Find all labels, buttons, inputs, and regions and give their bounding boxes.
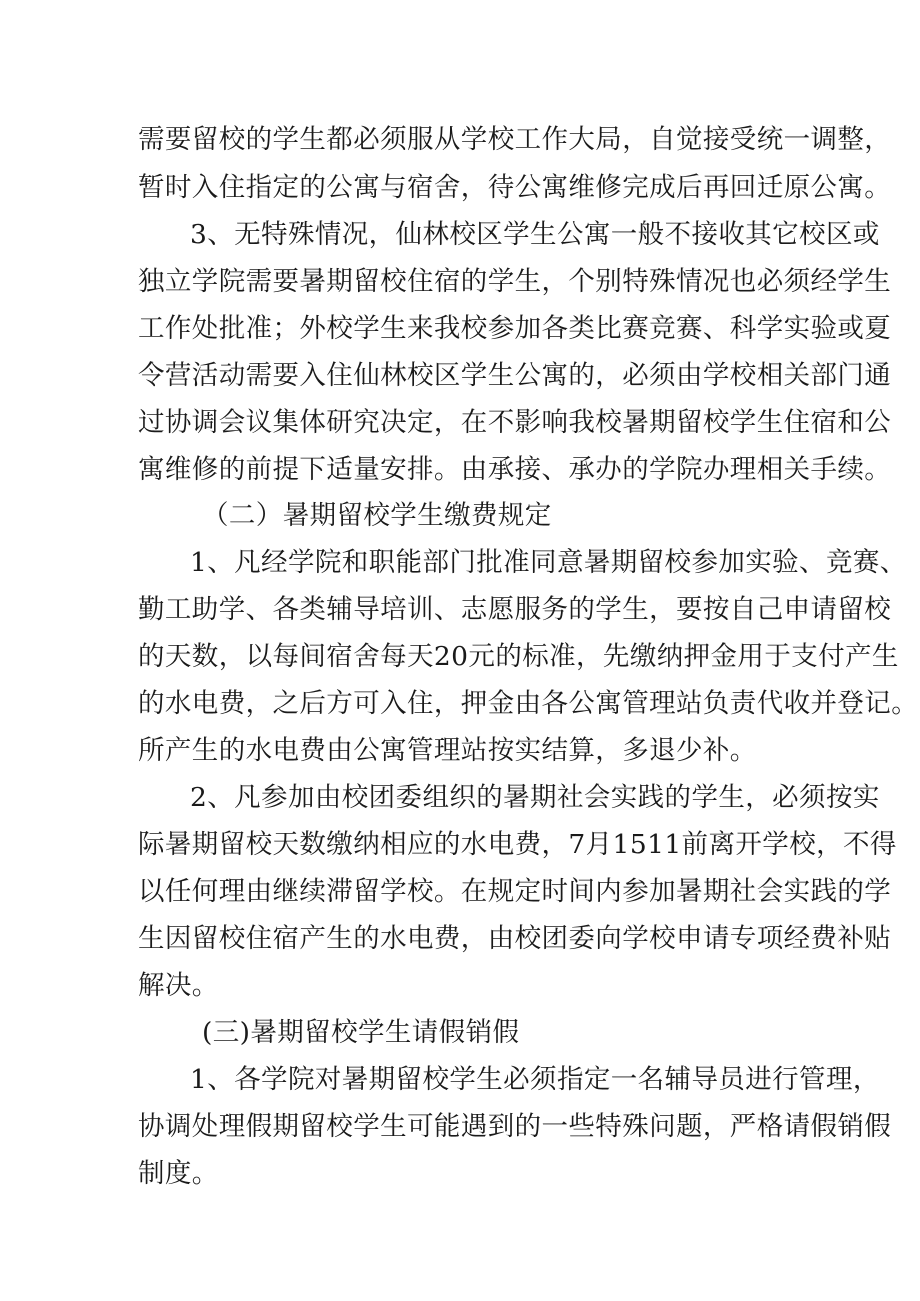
text-line: 生因留校住宿产生的水电费，由校团委向学校申请专项经费补贴 — [138, 923, 892, 954]
text-line: 以任何理由继续滞留学校。在规定时间内参加暑期社会实践的学 — [138, 876, 892, 907]
text-line: 过协调会议集体研究决定，在不影响我校暑期留校学生住宿和公 — [138, 407, 892, 438]
text-line: 暂时入住指定的公寓与宿舍，待公寓维修完成后再回迁原公寓。 — [138, 172, 892, 203]
text-line: 制度。 — [138, 1158, 219, 1189]
text-line: 2、凡参加由校团委组织的暑期社会实践的学生，必须按实 — [190, 782, 880, 813]
section-heading: (三)暑期留校学生请假销假 — [202, 1017, 520, 1048]
section-heading: （二）暑期留校学生缴费规定 — [202, 500, 552, 531]
text-line: 3、无特殊情况，仙林校区学生公寓一般不接收其它校区或 — [190, 219, 880, 250]
text-line: 解决。 — [138, 970, 219, 1001]
text-line: 需要留校的学生都必须服从学校工作大局，自觉接受统一调整， — [138, 124, 892, 155]
text-line: 1、凡经学院和职能部门批准同意暑期留校参加实验、竞赛、 — [190, 547, 907, 578]
text-line: 工作处批准；外校学生来我校参加各类比赛竞赛、科学实验或夏 — [138, 313, 892, 344]
text-line: 1、各学院对暑期留校学生必须指定一名辅导员进行管理， — [190, 1064, 880, 1095]
text-line: 所产生的水电费由公寓管理站按实结算，多退少补。 — [138, 735, 757, 766]
text-line: 的水电费，之后方可入住，押金由各公寓管理站负责代收并登记。 — [138, 688, 919, 719]
text-line: 寓维修的前提下适量安排。由承接、承办的学院办理相关手续。 — [138, 454, 892, 485]
text-line: 勤工助学、各类辅导培训、志愿服务的学生，要按自己申请留校 — [138, 594, 892, 625]
text-line: 的天数，以每间宿舍每天20元的标准，先缴纳押金用于支付产生 — [138, 641, 899, 672]
text-line: 际暑期留校天数缴纳相应的水电费，7月1511前离开学校，不得 — [138, 829, 897, 860]
text-line: 独立学院需要暑期留校住宿的学生，个别特殊情况也必须经学生 — [138, 266, 892, 297]
text-line: 协调处理假期留校学生可能遇到的一些特殊问题，严格请假销假 — [138, 1111, 892, 1142]
text-line: 令营活动需要入住仙林校区学生公寓的，必须由学校相关部门通 — [138, 360, 892, 391]
